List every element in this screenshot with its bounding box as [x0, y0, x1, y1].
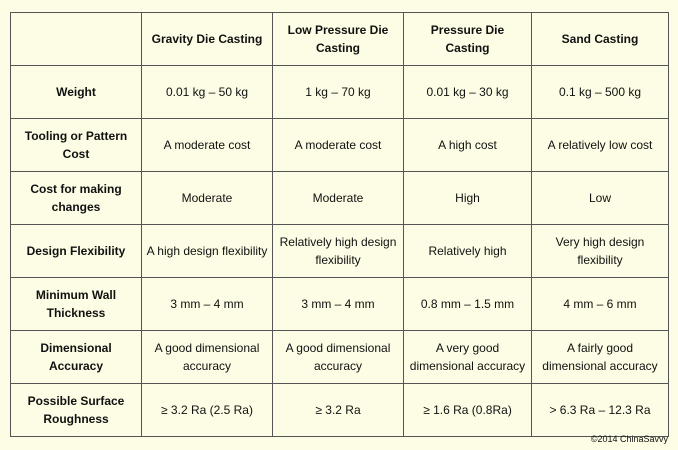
row-label-design-flexibility: Design Flexibility	[11, 225, 142, 278]
table-cell: A high cost	[404, 119, 532, 172]
table-row	[11, 225, 669, 278]
table-row	[11, 384, 669, 437]
row-label-wall-thickness: Minimum Wall Thickness	[11, 278, 142, 331]
table-row	[11, 278, 669, 331]
header-sand-casting: Sand Casting	[532, 13, 669, 66]
table-cell: A high design flexibility	[142, 225, 273, 278]
casting-comparison-table	[10, 12, 669, 437]
table-cell: 0.1 kg – 500 kg	[532, 66, 669, 119]
table-cell: A fairly good dimensional accuracy	[532, 331, 669, 384]
table-cell: A moderate cost	[273, 119, 404, 172]
table-cell: A good dimensional accuracy	[273, 331, 404, 384]
table-cell: High	[404, 172, 532, 225]
table-cell: Very high design flexibility	[532, 225, 669, 278]
row-label-surface-roughness: Possible Surface Roughness	[11, 384, 142, 437]
table-cell: ≥ 3.2 Ra	[273, 384, 404, 437]
table-cell: 0.01 kg – 30 kg	[404, 66, 532, 119]
table-cell: 3 mm – 4 mm	[142, 278, 273, 331]
table-cell: 1 kg – 70 kg	[273, 66, 404, 119]
row-label-weight: Weight	[11, 66, 142, 119]
table-cell: A relatively low cost	[532, 119, 669, 172]
header-pressure-die-casting: Pressure Die Casting	[404, 13, 532, 66]
header-gravity-die-casting: Gravity Die Casting	[142, 13, 273, 66]
table-cell: Moderate	[273, 172, 404, 225]
table-cell: A good dimensional accuracy	[142, 331, 273, 384]
table-cell: Low	[532, 172, 669, 225]
header-row	[11, 13, 669, 66]
table-cell: Moderate	[142, 172, 273, 225]
header-low-pressure-die-casting: Low Pressure Die Casting	[273, 13, 404, 66]
table-cell: 0.01 kg – 50 kg	[142, 66, 273, 119]
table-cell: Relatively high	[404, 225, 532, 278]
copyright-notice: ©2014 ChinaSavvy	[590, 434, 668, 444]
table-row	[11, 331, 669, 384]
table-row	[11, 66, 669, 119]
table-cell: > 6.3 Ra – 12.3 Ra	[532, 384, 669, 437]
table-cell: Relatively high design flexibility	[273, 225, 404, 278]
table-cell: A very good dimensional accuracy	[404, 331, 532, 384]
comparison-table-container	[10, 12, 669, 437]
table-cell: 3 mm – 4 mm	[273, 278, 404, 331]
table-cell: A moderate cost	[142, 119, 273, 172]
table-cell: ≥ 3.2 Ra (2.5 Ra)	[142, 384, 273, 437]
row-label-tooling-cost: Tooling or Pattern Cost	[11, 119, 142, 172]
table-cell: 4 mm – 6 mm	[532, 278, 669, 331]
table-cell: ≥ 1.6 Ra (0.8Ra)	[404, 384, 532, 437]
row-label-dimensional-accuracy: Dimensional Accuracy	[11, 331, 142, 384]
table-row	[11, 172, 669, 225]
table-cell: 0.8 mm – 1.5 mm	[404, 278, 532, 331]
row-label-cost-changes: Cost for making changes	[11, 172, 142, 225]
header-cell-empty	[11, 13, 142, 66]
table-row	[11, 119, 669, 172]
